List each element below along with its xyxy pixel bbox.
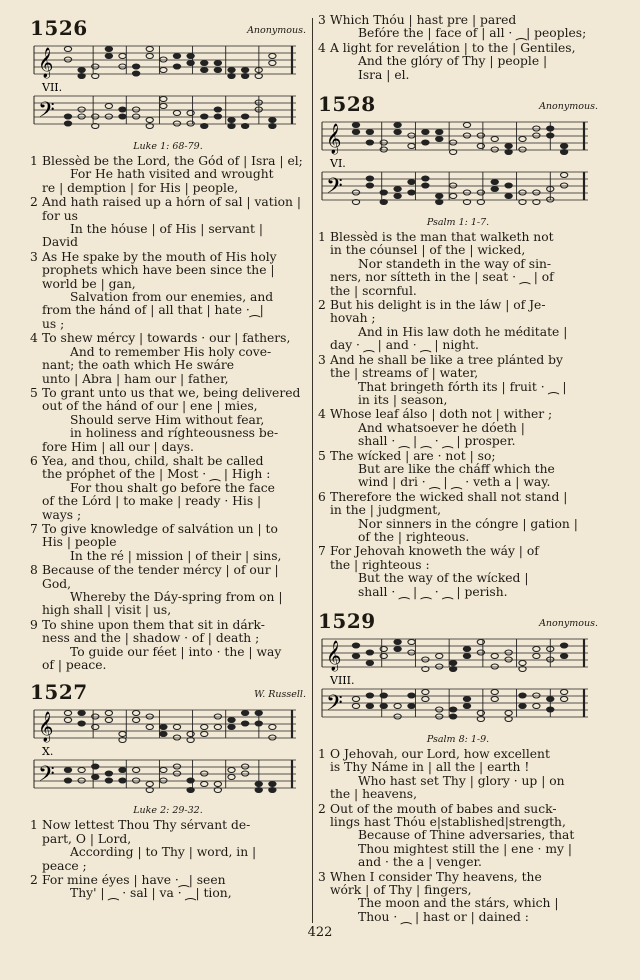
verse-line: And hath raised up a hórn of sal | vation | for us: [42, 195, 302, 223]
verse-line: To shine upon them that sit in dárk-: [42, 617, 265, 632]
music-notation: [318, 633, 598, 733]
verse-number: [318, 435, 330, 448]
verse-line: and · the a | venger.: [358, 855, 482, 870]
verse-line: Thou mightest still the | ene · my |: [358, 841, 573, 856]
verse: [318, 803, 598, 870]
music-score: [318, 116, 590, 216]
verse-number: 7: [30, 521, 38, 536]
verse-line: lings hast Thóu e|stablished|strength,: [330, 815, 566, 830]
verse-line: us ;: [42, 316, 65, 331]
verse-number: [318, 367, 330, 380]
verse-number: 4: [30, 331, 38, 346]
verse: [30, 155, 306, 195]
verse-line: The wícked | are · not | so;: [330, 448, 496, 463]
music-score: [30, 704, 298, 804]
verse-line: Blessèd is the man that walketh not: [330, 230, 554, 245]
verse-number: [30, 304, 42, 317]
verse-number: [30, 373, 42, 386]
verse-line: That bringeth fórth its | fruit · ⁔ |: [358, 379, 567, 394]
hymn-1528: [318, 90, 598, 599]
verse: [318, 748, 598, 802]
verse-number: 2: [318, 801, 326, 816]
hymn-number: 1529: [318, 609, 376, 633]
verse-number: 4: [318, 40, 326, 55]
verse-number: [30, 659, 42, 672]
verse-number: [318, 775, 330, 788]
hymn-header: [30, 14, 306, 38]
verse-number: [318, 531, 330, 544]
verse-line: When I consider Thy heavens, the: [330, 869, 542, 884]
verse-line: from the hánd of | all that | hate ·⁔|: [42, 303, 264, 318]
verse-number: [318, 69, 330, 82]
verse-line: Thou · ⁔ | hast or | dained :: [358, 909, 529, 924]
scripture-reference: Luke 1: 68-79.: [133, 141, 203, 152]
verse-line: As He spake by the mouth of His holy: [42, 249, 277, 264]
verse-line: Blessèd be the Lord, the Gód of | Isra | el;: [42, 154, 303, 168]
verse-line: of | peace.: [42, 658, 107, 673]
verse-number: [30, 604, 42, 617]
verse-number: [30, 223, 42, 236]
verse-number: 9: [30, 617, 38, 632]
scripture-reference: Luke 2: 29-32.: [133, 805, 203, 817]
verse-line: And in His law doth he méditate |: [358, 324, 568, 339]
verse-line: Nor standeth in the way of sin-: [358, 256, 552, 271]
hymn-1526: [30, 14, 306, 672]
verse-number: [318, 829, 330, 842]
verse-line: To grant unto us that we, being delivered out of the hánd of our | ene | mies,: [42, 385, 301, 414]
verse-number: [318, 244, 330, 257]
verse-line: in its | season,: [358, 392, 448, 407]
verse-line: wórk | of Thy | fingers,: [330, 883, 472, 898]
verse-number: [318, 504, 330, 517]
verse-number: 3: [318, 13, 326, 27]
verse-line: In the hóuse | of His | servant |: [70, 222, 263, 237]
verse-number: 8: [30, 563, 38, 578]
verse: [30, 387, 306, 454]
verse-number: [30, 182, 42, 195]
verse-number: [30, 468, 42, 481]
verse-line: peace ;: [42, 858, 87, 873]
left-column: [30, 14, 306, 902]
verse-line: ners, nor sítteth in the | seat · ⁔ | of: [330, 270, 554, 285]
treble-clef-icon: 𝄞: [38, 712, 54, 743]
verse-line: To shew mércy | towards · our | fathers,: [42, 331, 291, 346]
verse-number: [318, 258, 330, 271]
verse-line: For mine éyes | have ·⁔| seen: [42, 873, 226, 888]
verse: [30, 251, 306, 331]
verse-number: 1: [318, 747, 326, 761]
verse-number: [318, 911, 330, 924]
verse-line: Whose leaf álso | doth not | wither ;: [330, 407, 553, 422]
verse-line: Because of the tender mércy | of our |: [42, 563, 279, 578]
verse-line: day · ⁔ | and · ⁔ | night.: [330, 338, 479, 353]
verse-number: [318, 271, 330, 284]
verse-line: But his delight is in the láw | of Je-: [330, 298, 546, 313]
verse-number: 6: [30, 453, 38, 468]
verse-number: [30, 495, 42, 508]
verse-line: wind | dri · ⁔ | ⁔ · veth a | way.: [358, 475, 551, 490]
hymn-header: [30, 678, 306, 705]
column-divider: [312, 18, 313, 923]
verse-line: Thy' | ⁔ · sal | va · ⁔| tion,: [70, 886, 232, 901]
hymn-1527: [30, 678, 306, 900]
verse-number: 3: [318, 869, 326, 884]
verse-number: [30, 236, 42, 249]
verse-number: [30, 536, 42, 549]
verse-number: [318, 476, 330, 489]
verse-line: Who hast set Thy | glory · up | on: [358, 773, 565, 788]
hymn-number: 1528: [318, 92, 376, 117]
verse-number: 6: [318, 489, 326, 504]
tune-label: X.: [42, 745, 54, 759]
verse-line: Nor sinners in the cóngre | gation |: [358, 516, 578, 531]
verse-line: For He hath visited and wrought: [70, 167, 274, 182]
verse-line: Isra | el.: [358, 67, 410, 82]
verse-line: shall · ⁔ | ⁔ · ⁔ | perish.: [358, 584, 508, 599]
verse: [318, 354, 598, 408]
verse-line: the | righteous :: [330, 557, 430, 572]
verse-line: nant; the oath which He swáre: [42, 358, 235, 373]
verse-line: Which Thóu | hast pre | pared: [330, 13, 517, 27]
hymn-number: 1527: [30, 680, 88, 705]
verse-line: Yea, and thou, child, shalt be called: [42, 453, 264, 468]
verse-line: part, O | Lord,: [42, 831, 132, 846]
verse: [30, 196, 306, 250]
bass-clef-icon: 𝄢: [326, 174, 343, 205]
verse-number: 2: [30, 195, 38, 210]
verse-number: [318, 816, 330, 829]
verse: [30, 332, 306, 386]
verse-line: in the | judgment,: [330, 503, 442, 518]
verse-line: re | demption | for His | people,: [42, 180, 239, 195]
verse-number: [30, 887, 42, 900]
verse-number: [30, 291, 42, 304]
verse-number: 1: [318, 230, 326, 245]
verse-line: His | people: [42, 535, 117, 550]
verse-line: A light for revelátion | to the | Gentiles,: [330, 40, 576, 55]
verse-line: The moon and the stárs, which |: [358, 896, 559, 911]
verse-line: of the Lórd | to make | ready · His |: [42, 494, 262, 509]
verse-number: [30, 632, 42, 645]
verse-number: [30, 482, 42, 495]
verse-number: [318, 463, 330, 476]
verse-number: [318, 884, 330, 897]
verse-line: prophets which have been since the |: [42, 263, 275, 278]
verse-line: God,: [42, 576, 72, 591]
verse-line: world be | gan,: [42, 276, 136, 291]
bass-clef-icon: 𝄢: [38, 98, 55, 128]
verse-number: 5: [30, 385, 38, 400]
verse-line: is Thy Náme in | all the | earth !: [330, 760, 530, 775]
verse: [318, 545, 598, 599]
verse-number: [318, 285, 330, 298]
verse-number: [318, 381, 330, 394]
verse: [30, 819, 306, 873]
hymn-header: [318, 90, 598, 117]
hymn-1529: [318, 607, 598, 924]
verse-number: [318, 394, 330, 407]
treble-clef-icon: 𝄞: [38, 48, 54, 78]
verse-line: fore Him | all our | days.: [42, 439, 194, 454]
tune-label: VI.: [330, 157, 346, 171]
verse-number: 4: [318, 407, 326, 422]
verse-line: Salvation from our enemies, and: [70, 290, 274, 305]
verse-line: To guide our féet | into · the | way: [70, 644, 282, 659]
verse-number: [318, 856, 330, 869]
verse: [318, 871, 598, 925]
verse-number: [318, 326, 330, 339]
verse-number: [318, 788, 330, 801]
music-score: [318, 633, 590, 733]
verse-number: 5: [318, 448, 326, 463]
verse-number: 3: [30, 249, 38, 264]
verse: [318, 231, 598, 298]
bass-clef-icon: 𝄢: [326, 691, 343, 721]
verse-line: the | heavens,: [330, 787, 417, 802]
verse-number: [30, 509, 42, 522]
scripture-reference: Psalm 8: 1-9.: [426, 734, 490, 745]
right-column: [318, 14, 598, 925]
verse-line: in holiness and ríghteousness be-: [70, 426, 279, 441]
verse-line: of the | righteous.: [358, 529, 470, 544]
verse-number: [318, 339, 330, 352]
hymn-author: Anonymous.: [539, 101, 598, 113]
verse-line: Whereby the Dáy-spring from on |: [70, 590, 283, 604]
verse: [30, 874, 306, 901]
verse-line: ness and the | shadow · of | death ;: [42, 631, 260, 646]
verse-number: [318, 843, 330, 856]
verse-line: in the cóunsel | of the | wicked,: [330, 243, 526, 258]
verse-number: [30, 860, 42, 873]
verse-line: the próphet of the | Most · ⁔ | High :: [42, 467, 271, 482]
verse-number: [318, 897, 330, 910]
verse-number: [30, 578, 42, 591]
verse-number: 2: [318, 298, 326, 313]
verse-line: In the ré | mission | of their | sins,: [70, 548, 282, 563]
verse-line: unto | Abra | ham our | father,: [42, 371, 229, 386]
verse-line: Out of the mouth of babes and suck-: [330, 801, 557, 816]
verse-line: According | to Thy | word, in |: [70, 845, 257, 860]
verse-line: Because of Thine adversaries, that: [358, 828, 575, 843]
page-number: 422: [307, 925, 333, 940]
bass-clef-icon: 𝄢: [38, 762, 55, 793]
verse-number: [318, 518, 330, 531]
verse-number: [30, 278, 42, 291]
verse-line: To give knowledge of salvátion un | to: [42, 521, 278, 536]
verse-line: hovah ;: [330, 311, 376, 326]
verse-line: But the way of the wícked |: [358, 571, 529, 586]
verse-line: And to remember His holy cove-: [70, 344, 272, 359]
verse-line: But are like the cháff which the: [358, 461, 555, 476]
treble-clef-icon: 𝄞: [326, 641, 342, 671]
hymn-header: [318, 607, 598, 631]
treble-clef-icon: 𝄞: [326, 124, 342, 155]
verse-number: 2: [30, 873, 38, 888]
verse-line: And whatsoever he dóeth |: [358, 420, 525, 435]
verse-number: [318, 761, 330, 774]
verse-number: 1: [30, 154, 38, 168]
verse-number: [30, 846, 42, 859]
verse-number: [30, 441, 42, 454]
verse: [318, 450, 598, 490]
verse: [318, 42, 598, 82]
verse-number: [318, 559, 330, 572]
verse-number: [30, 359, 42, 372]
scripture-reference: Psalm 1: 1-7.: [426, 217, 490, 229]
verse-number: [30, 833, 42, 846]
hymn-author: Anonymous.: [539, 618, 598, 629]
verse-line: Should serve Him without fear,: [70, 412, 265, 427]
hymn-1527-continued: [318, 14, 598, 82]
verse-number: [30, 318, 42, 331]
music-notation: [318, 116, 598, 216]
verse-line: ways ;: [42, 507, 82, 522]
verse-number: [30, 550, 42, 563]
verse-number: [30, 427, 42, 440]
verse: [30, 619, 306, 673]
verse: [318, 408, 598, 448]
hymn-author: W. Russell.: [254, 689, 306, 701]
music-notation: [30, 704, 306, 804]
verse-number: 3: [318, 352, 326, 367]
verse-line: David: [42, 235, 78, 250]
verse-line: the | scornful.: [330, 283, 417, 298]
verse-number: [30, 264, 42, 277]
verse: [318, 491, 598, 545]
verse: [318, 299, 598, 353]
verse-line: high shall | visit | us,: [42, 603, 172, 618]
verse-number: [318, 422, 330, 435]
verse-number: [30, 591, 42, 604]
verse-number: [30, 168, 42, 181]
verse-line: For Jehovah knoweth the wáy | of: [330, 544, 539, 559]
verse-line: Therefore the wicked shall not stand |: [330, 489, 568, 504]
hymn-author: Anonymous.: [247, 25, 306, 36]
music-notation: [30, 40, 306, 140]
verse: [318, 14, 598, 41]
verse-number: [318, 27, 330, 40]
tune-label: VII.: [42, 81, 63, 94]
verse-line: shall · ⁔ | ⁔ · ⁔ | prosper.: [358, 434, 516, 449]
verse-line: O Jehovah, our Lord, how excellent: [330, 747, 550, 761]
verse-number: [30, 414, 42, 427]
verse-line: And the glóry of Thy | people |: [358, 54, 548, 69]
verse-line: For thou shalt go before the face: [70, 480, 275, 495]
verse-number: [30, 646, 42, 659]
verse-number: [30, 346, 42, 359]
verse: [30, 455, 306, 522]
verse-number: 7: [318, 544, 326, 559]
verse-line: Befóre the | face of | all · ⁔| peoples;: [358, 26, 587, 41]
verse-line: And he shall be like a tree plánted by: [330, 352, 563, 367]
verse: [30, 523, 306, 563]
verse-number: 1: [30, 818, 38, 833]
verse-number: [318, 312, 330, 325]
tune-label: VIII.: [330, 674, 355, 687]
hymn-number: 1526: [30, 16, 88, 40]
verse-line: the | streams of | water,: [330, 366, 479, 381]
verse-number: [318, 572, 330, 585]
verse: [30, 564, 306, 618]
verse-number: [318, 55, 330, 68]
music-score: [30, 40, 298, 140]
verse-line: Now lettest Thou Thy sérvant de-: [42, 818, 251, 833]
verse-number: [318, 586, 330, 599]
